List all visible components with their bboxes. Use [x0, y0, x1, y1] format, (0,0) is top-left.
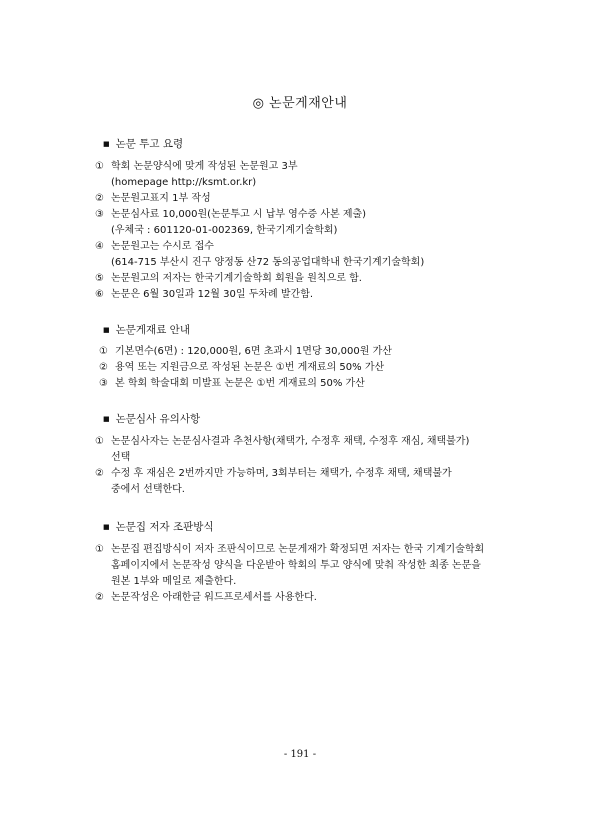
section-heading-text: 논문 투고 요령 [115, 138, 184, 150]
list-item: ① 논문심사자는 논문심사결과 추천사항(채택가, 수정후 채택, 수정후 재심, 채택불가) [95, 436, 470, 447]
list-item: 원본 1부와 메일로 제출한다. [111, 576, 237, 587]
list-item: 홈페이지에서 논문작성 양식을 다운받아 학회의 투고 양식에 맞춰 작성한 최종 논문을 [111, 560, 481, 571]
page-title: ◎ 논문게재안내 [252, 96, 348, 111]
list-item: ② 용역 또는 지원금으로 작성된 논문은 ①번 게재료의 50% 가산 [99, 362, 385, 373]
list-item: ② 논문작성은 아래한글 워드프로세서를 사용한다. [95, 592, 317, 603]
list-item: ⑤ 논문원고의 저자는 한국기계기술학회 회원을 원칙으로 함. [95, 273, 362, 284]
list-item: (614-715 부산시 진구 양정동 산72 동의공업대학내 한국기계기술학회) [111, 257, 425, 268]
section-heading-text: 논문게재료 안내 [115, 324, 190, 336]
list-item: (우체국 : 601120-01-002369, 한국기계기술학회) [111, 225, 338, 236]
list-item: ① 기본면수(6면) : 120,000원, 6면 초과시 1면당 30,000원 가산 [99, 346, 392, 357]
section-heading-review [103, 411, 200, 426]
page-number: - 191 - [283, 749, 317, 760]
list-item: ① 논문집 편집방식이 저자 조판식이므로 논문게재가 확정되면 저자는 한국 기계기술학회 [95, 544, 485, 555]
section-heading-typesetting [103, 519, 214, 534]
list-item: ② 논문원고표지 1부 작성 [95, 193, 211, 204]
list-item: ③ 본 학회 학술대회 미발표 논문은 ①번 게재료의 50% 가산 [99, 378, 365, 389]
section-heading-fee [103, 322, 190, 337]
section-heading-text: 논문심사 유의사항 [115, 413, 201, 425]
section-heading-submission [103, 136, 183, 151]
list-item: ③ 논문심사료 10,000원(논문투고 시 납부 영수증 사본 제출) [95, 209, 367, 220]
list-item: (homepage http://ksmt.or.kr) [111, 177, 257, 188]
square-bullet-icon: ■ [103, 523, 110, 531]
list-item: 중에서 선택한다. [111, 484, 185, 495]
square-bullet-icon: ■ [103, 326, 110, 334]
list-item: ① 학회 논문양식에 맞게 작성된 논문원고 3부 [95, 161, 298, 172]
section-heading-text: 논문집 저자 조판방식 [115, 521, 214, 533]
square-bullet-icon: ■ [103, 415, 110, 423]
square-bullet-icon: ■ [103, 140, 110, 148]
list-item: ⑥ 논문은 6월 30일과 12월 30일 두차례 발간함. [95, 289, 314, 300]
list-item: ④ 논문원고는 수시로 접수 [95, 241, 214, 252]
list-item: ② 수정 후 재심은 2번까지만 가능하며, 3회부터는 채택가, 수정후 채택, 채택불가 [95, 468, 452, 479]
list-item: 선택 [111, 452, 131, 463]
